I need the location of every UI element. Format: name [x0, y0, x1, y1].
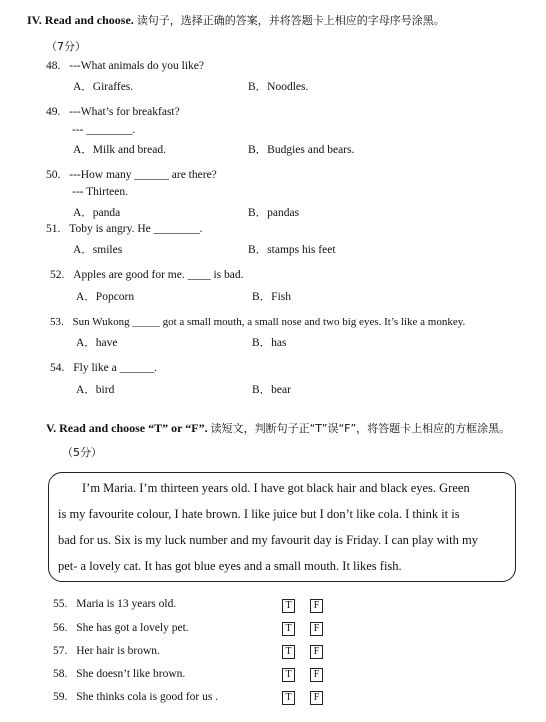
option-b: B．has: [252, 337, 287, 349]
statement-text: Her hair is brown.: [76, 645, 160, 657]
statement-text: Maria is 13 years old.: [76, 598, 177, 610]
section-4-title: IV. Read and choose.: [27, 13, 134, 27]
passage-line: bad for us. Six is my luck number and my favourit day is Friday. I can play with my: [58, 533, 478, 547]
statement-text: She has got a lovely pet.: [76, 622, 189, 634]
statement-56: [53, 622, 189, 634]
false-box[interactable]: F: [310, 645, 323, 659]
question-49-answer-line: --- ________.: [72, 124, 136, 136]
question-50: [46, 169, 217, 181]
question-text: ---What’s for breakfast?: [69, 106, 180, 118]
question-number: 53.: [50, 316, 64, 328]
true-box[interactable]: T: [282, 668, 295, 682]
question-48: [46, 60, 204, 72]
false-box[interactable]: F: [310, 599, 323, 613]
question-text: ---What animals do you like?: [69, 60, 205, 72]
question-text: ---How many ______ are there?: [69, 169, 217, 181]
question-text: Apples are good for me. ____ is bad.: [73, 269, 244, 281]
option-a: A．panda: [73, 207, 121, 219]
true-box[interactable]: T: [282, 599, 295, 613]
question-52: [50, 269, 243, 281]
option-a: A．Milk and bread.: [73, 144, 166, 156]
statement-57: [53, 645, 160, 657]
question-number: 49.: [46, 106, 61, 118]
option-a: A．smiles: [73, 244, 123, 256]
question-49: [46, 106, 180, 118]
option-b: B．Budgies and bears.: [248, 144, 355, 156]
passage-line: I’m Maria. I’m thirteen years old. I have got black hair and black eyes. Green: [82, 481, 470, 495]
statement-number: 59.: [53, 691, 68, 703]
section-5-heading: [46, 420, 510, 436]
false-box[interactable]: F: [310, 622, 323, 636]
question-number: 48.: [46, 60, 61, 72]
section-4-heading: [27, 12, 445, 28]
statement-text: She doesn’t like brown.: [76, 668, 186, 680]
section-5-score: （5分）: [62, 446, 102, 459]
option-b: B．pandas: [248, 207, 300, 219]
true-box[interactable]: T: [282, 645, 295, 659]
statement-text: She thinks cola is good for us .: [76, 691, 219, 703]
question-50-answer-line: --- Thirteen.: [72, 186, 128, 198]
section-5-title: V. Read and choose “T” or “F”.: [46, 421, 208, 435]
section-4-instruction: 读句子，选择正确的答案，并将答题卡上相应的字母序号涂黑。: [136, 14, 445, 27]
false-box[interactable]: F: [310, 691, 323, 705]
question-51: [46, 223, 203, 235]
statement-number: 56.: [53, 622, 68, 634]
option-a: A．Popcorn: [76, 291, 135, 303]
statement-58: [53, 668, 185, 680]
option-a: A．Giraffes.: [73, 81, 134, 93]
question-text: Sun Wukong _____ got a small mouth, a small nose and two big eyes. It’s like a monkey.: [72, 316, 466, 328]
statement-number: 55.: [53, 598, 68, 610]
question-number: 50.: [46, 169, 61, 181]
option-b: B．bear: [252, 384, 291, 396]
passage-line: is my favourite colour, I hate brown. I like juice but I don’t like cola. I think it is: [58, 507, 460, 521]
option-b: B．Fish: [252, 291, 291, 303]
question-number: 52.: [50, 269, 65, 281]
statement-59: [53, 691, 218, 703]
option-b: B．Noodles.: [248, 81, 309, 93]
true-box[interactable]: T: [282, 691, 295, 705]
question-text: Fly like a ______.: [73, 362, 157, 374]
passage-line: pet- a lovely cat. It has got blue eyes and a small mouth. It likes fish.: [58, 559, 402, 573]
question-54: [50, 362, 157, 374]
section-4-score: （7分）: [46, 40, 86, 53]
option-a: A．have: [76, 337, 118, 349]
option-b: B．stamps his feet: [248, 244, 336, 256]
question-53: [50, 316, 465, 328]
question-number: 51.: [46, 223, 61, 235]
true-box[interactable]: T: [282, 622, 295, 636]
statement-number: 57.: [53, 645, 68, 657]
statement-55: [53, 598, 176, 610]
option-a: A．bird: [76, 384, 115, 396]
question-number: 54.: [50, 362, 65, 374]
section-5-instruction: 读短文，判断句子正“T”误“F”，将答题卡上相应的方框涂黑。: [210, 422, 511, 435]
statement-number: 58.: [53, 668, 68, 680]
false-box[interactable]: F: [310, 668, 323, 682]
question-text: Toby is angry. He ________.: [69, 223, 203, 235]
